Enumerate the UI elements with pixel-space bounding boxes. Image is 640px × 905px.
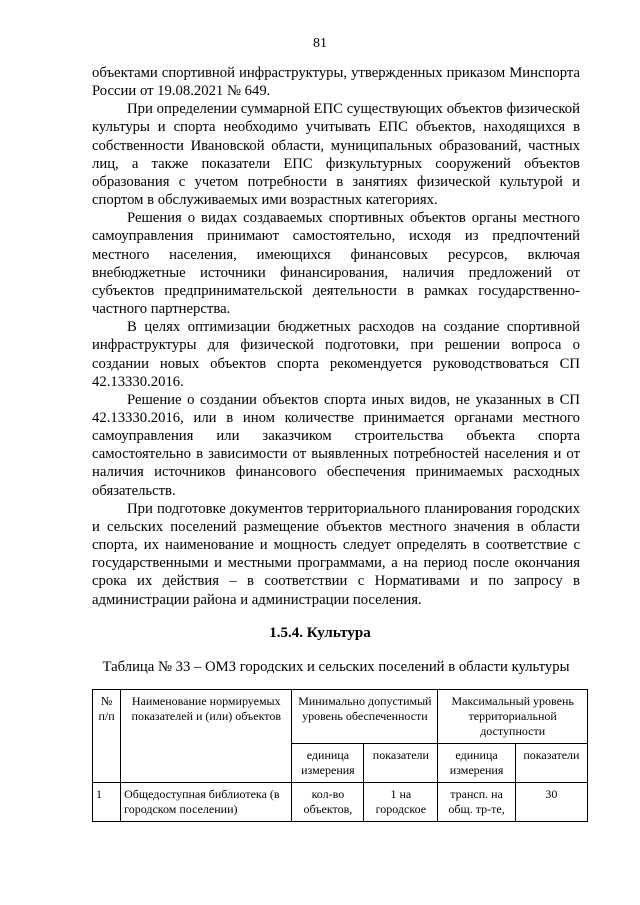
table-header-row: [93, 690, 588, 744]
paragraph-eps: При определении суммарной ЕПС существующих объектов физической культуры и спорта необходимо учитывать ЕПС объектов, находящихся в собственности Ивановской области, муниципальных образований, частных лиц, а также показатели ЕПС физкультурных сооружений объектов образования с учетом потребности в занятиях физической культурой и спортом в обслуживаемых ими возрастных категориях.: [92, 101, 580, 209]
paragraph-continuation: объектами спортивной инфраструктуры, утвержденных приказом Минспорта России от 19.08.2021 № 649.: [92, 65, 580, 100]
paragraph-decisions: Решения о видах создаваемых спортивных объектов органы местного самоуправления принимают самостоятельно, исходя из предпочтений местного населения, имеющихся финансовых ресурсов, включая внебюджетные источники финансирования, наличия предложений от субъектов предпринимательской деятельности в рамках государственно-частного партнерства.: [92, 210, 580, 318]
culture-table: [92, 689, 588, 822]
section-heading: 1.5.4. Культура: [269, 625, 371, 641]
header-unit-1: единица измерения: [292, 744, 364, 783]
paragraph-other-sports: Решение о создании объектов спорта иных видов, не указанных в СП 42.13330.2016, или в ином количестве принимается органами местного самоуправления или заказчиком строительства объекта спорта самостоятельно в зависимости от выявленных потребностей населения и от наличия источников финансового обеспечения принимаемых расходных обязательств.: [92, 391, 580, 499]
header-value-2: показатели: [515, 744, 587, 783]
cell-number: 1: [93, 783, 121, 822]
table-row: [93, 783, 588, 822]
header-unit-2: единица измерения: [438, 744, 515, 783]
cell-unit-1: кол-во объектов,: [292, 783, 364, 822]
cell-name: Общедоступная библиотека (в городском поселении): [121, 783, 292, 822]
page-number: 81: [313, 36, 327, 51]
paragraph-optimization: В целях оптимизации бюджетных расходов на создание спортивной инфраструктуры для физической подготовки, при решении вопроса о создании новых объектов спорта рекомендуется руководствоваться СП 42.13330.2016.: [92, 319, 580, 390]
cell-value-2: 30: [515, 783, 587, 822]
paragraph-planning: При подготовке документов территориального планирования городских и сельских поселений размещение объектов местного значения в области спорта, их наименование и мощность следует определять в соответствие с государственными и местными программами, а на период после окончания срока их действия – в соответствии с Нормативами и по запросу в администрации района и администрации поселения.: [92, 500, 580, 608]
cell-unit-2: трансп. на общ. тр-те,: [438, 783, 515, 822]
header-number: № п/п: [93, 690, 121, 783]
header-value-1: показатели: [364, 744, 438, 783]
header-max-level: Максимальный уровень территориальной доступности: [438, 690, 588, 744]
header-name: Наименование нормируемых показателей и (или) объектов: [121, 690, 292, 783]
body-text: [92, 64, 580, 609]
header-min-level: Минимально допустимый уровень обеспеченности: [292, 690, 438, 744]
table-caption: Таблица № 33 – ОМЗ городских и сельских поселений в области культуры: [102, 659, 570, 675]
cell-value-1: 1 на городское: [364, 783, 438, 822]
